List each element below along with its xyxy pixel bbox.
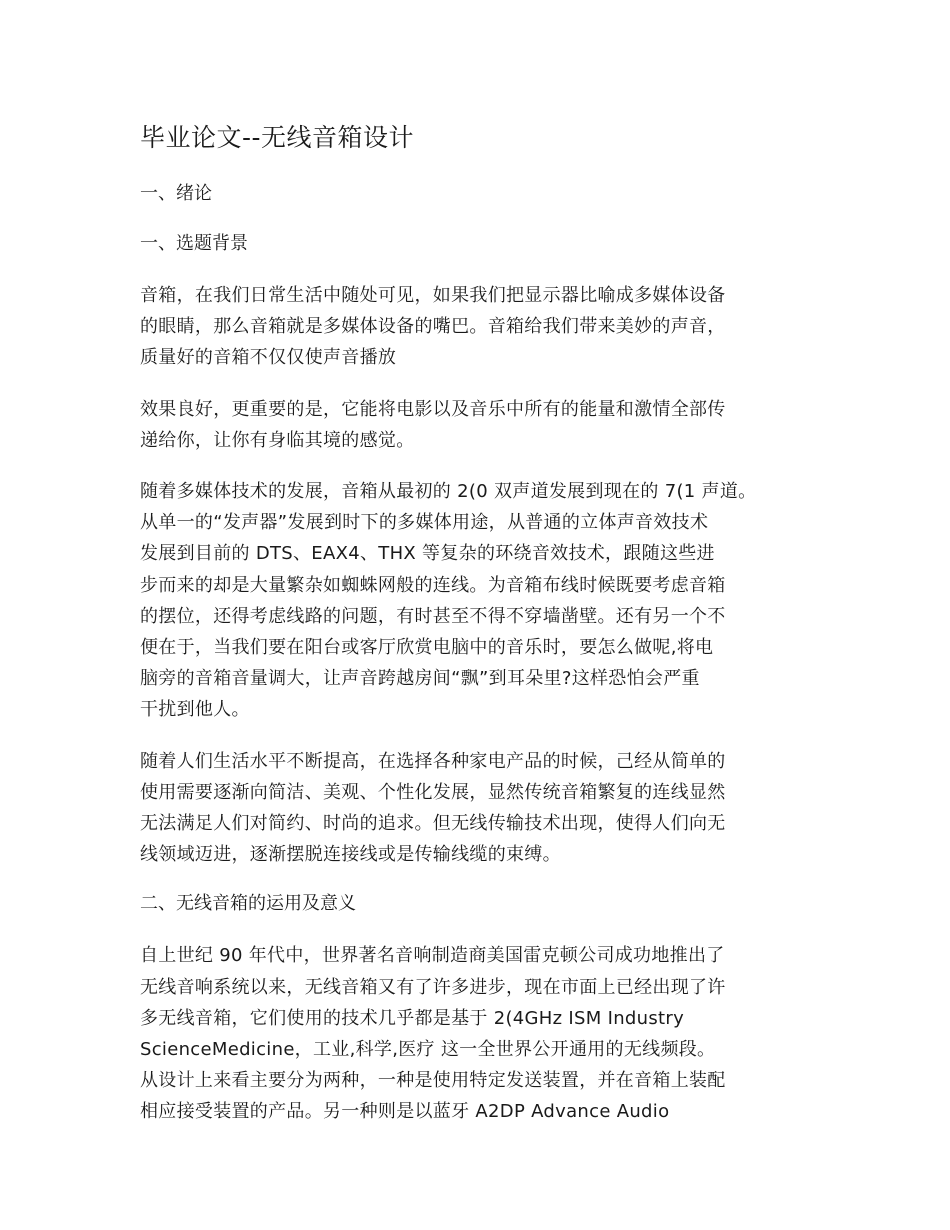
- paragraph-line: 脑旁的音箱音量调大，让声音跨越房间“飘”到耳朵里?这样恐怕会严重: [140, 668, 700, 690]
- paragraph: [140, 280, 830, 374]
- paragraph-line: 质量好的音箱不仅仅使声音播放: [140, 347, 397, 369]
- paragraph-line: 便在于，当我们要在阳台或客厅欣赏电脑中的音乐时，要怎么做呢,将电: [140, 637, 714, 659]
- paragraph-line: 从设计上来看主要分为两种，一种是使用特定发送装置，并在音箱上装配: [140, 1070, 726, 1092]
- section-heading-application: 二、无线音箱的运用及意义: [140, 893, 356, 915]
- paragraph-line: 从单一的“发声器”发展到时下的多媒体用途，从普通的立体声音效技术: [140, 512, 709, 534]
- paragraph-line: 发展到目前的 DTS、EAX4、THX 等复杂的环绕音效技术，跟随这些进: [140, 543, 715, 565]
- paragraph: [140, 476, 830, 726]
- paragraph-line: 的摆位，还得考虑线路的问题，有时甚至不得不穿墙凿壁。还有另一个不: [140, 605, 726, 627]
- paragraph-line: 随着多媒体技术的发展，音箱从最初的 2(0 双声道发展到现在的 7(1 声道。: [140, 481, 757, 503]
- paragraph-line: 无法满足人们对简约、时尚的追求。但无线传输技术出现，使得人们向无: [140, 813, 726, 835]
- paragraph-line: 的眼睛，那么音箱就是多媒体设备的嘴巴。音箱给我们带来美妙的声音，: [140, 316, 726, 338]
- paragraph-line: 自上世纪 90 年代中，世界著名音响制造商美国雷克顿公司成功地推出了: [140, 945, 725, 967]
- paragraph-line: 随着人们生活水平不断提高，在选择各种家电产品的时候，己经从简单的: [140, 750, 726, 772]
- document-title: 毕业论文--无线音箱设计: [140, 123, 415, 152]
- paragraph-line: 多无线音箱，它们使用的技术几乎都是基于 2(4GHz ISM Industry: [140, 1007, 685, 1029]
- paragraph-line: 使用需要逐渐向简洁、美观、个性化发展，显然传统音箱繁复的连线显然: [140, 781, 726, 803]
- paragraph: [140, 394, 830, 456]
- paragraph: [140, 746, 830, 871]
- section-heading-intro: 一、绪论: [140, 183, 212, 204]
- section-heading-background: 一、选题背景: [140, 233, 248, 254]
- paragraph-line: 无线音响系统以来，无线音箱又有了许多进步，现在市面上已经出现了许: [140, 976, 726, 998]
- paragraph-line: 音箱，在我们日常生活中随处可见，如果我们把显示器比喻成多媒体设备: [140, 285, 726, 306]
- paragraph-line: 干扰到他人。: [140, 699, 250, 721]
- paragraph-line: 相应接受装置的产品。另一种则是以蓝牙 A2DP Advance Audio: [140, 1101, 670, 1123]
- paragraph-line: 线领域迈进，逐渐摆脱连接线或是传输线缆的束缚。: [140, 844, 561, 866]
- document-body: [140, 118, 830, 1148]
- paragraph: [140, 940, 830, 1127]
- paragraph-line: 效果良好，更重要的是，它能将电影以及音乐中所有的能量和激情全部传: [140, 398, 726, 420]
- paragraph-line: 步而来的却是大量繁杂如蜘蛛网般的连线。为音箱布线时候既要考虑音箱: [140, 574, 726, 596]
- paragraph-line: ScienceMedicine，工业,科学,医疗 这一全世界公开通用的无线频段。: [140, 1039, 716, 1061]
- paragraph-line: 递给你，让你有身临其境的感觉。: [140, 429, 415, 451]
